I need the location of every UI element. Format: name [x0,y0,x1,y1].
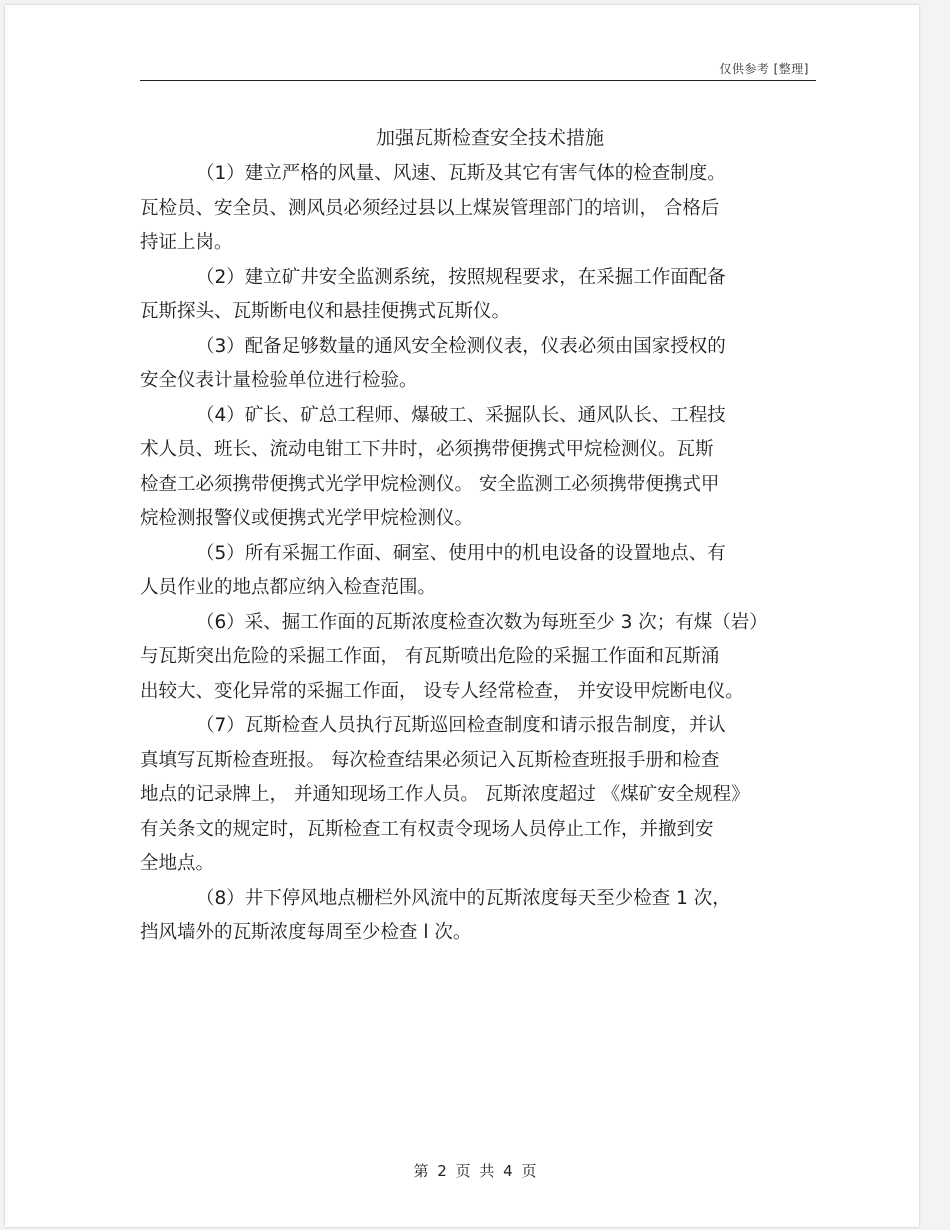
header-rule [140,80,816,81]
text-line: （3）配备足够数量的通风安全检测仪表，仪表必须由国家授权的 [196,335,726,357]
text-line: （4）矿长、矿总工程师、爆破工、采掘队长、通风队长、工程技 [196,404,726,426]
text-line: 全地点。 [140,853,215,874]
text-line: 真填写瓦斯检查班报。 每次检查结果必须记入瓦斯检查班报手册和检查 [140,749,720,771]
document-page [5,5,919,1227]
page-number-footer: 第 2 页 共 4 页 [413,1162,537,1180]
text-line: 地点的记录牌上， 并通知现场工作人员。 瓦斯浓度超过 《煤矿安全规程》 [140,784,750,805]
header-note: 仅供参考 [整理] [719,62,809,76]
text-line: 烷检测报警仪或便携式光学甲烷检测仪。 [140,508,474,529]
text-line: （5）所有采掘工作面、硐室、使用中的机电设备的设置地点、有 [196,542,726,564]
text-line: 出较大、变化异常的采掘工作面， 设专人经常检查， 并安设甲烷断电仪。 [140,680,744,702]
text-line: （1）建立严格的风量、风速、瓦斯及其它有害气体的检查制度。 [196,163,726,184]
text-line: 安全仪表计量检验单位进行检验。 [140,370,418,391]
text-line: （7）瓦斯检查人员执行瓦斯巡回检查制度和请示报告制度，并认 [196,715,726,736]
text-line: 有关条文的规定时，瓦斯检查工有权责令现场人员停止工作，并撤到安 [140,818,714,840]
text-line: 检查工必须携带便携式光学甲烷检测仪。 安全监测工必须携带便携式甲 [140,473,720,495]
text-line: （2）建立矿井安全监测系统，按照规程要求，在采掘工作面配备 [196,266,726,288]
text-line: 挡风墙外的瓦斯浓度每周至少检查 l 次。 [140,922,472,943]
text-line: （8）井下停风地点栅栏外风流中的瓦斯浓度每天至少检查 1 次， [196,887,731,909]
text-line: 人员作业的地点都应纳入检查范围。 [140,577,437,598]
document-title: 加强瓦斯检查安全技术措施 [375,127,604,149]
text-line: 持证上岗。 [140,232,233,253]
text-line: 瓦斯探头、瓦斯断电仪和悬挂便携式瓦斯仪。 [140,301,511,322]
text-line: 术人员、班长、流动电钳工下井时，必须携带便携式甲烷检测仪。瓦斯 [140,439,714,460]
text-line: 瓦检员、安全员、测风员必须经过县以上煤炭管理部门的培训， 合格后 [140,197,720,219]
text-line: 与瓦斯突出危险的采掘工作面， 有瓦斯喷出危险的采掘工作面和瓦斯涌 [140,646,720,667]
document-body [140,157,820,951]
text-line: （6）采、掘工作面的瓦斯浓度检查次数为每班至少 3 次；有煤（岩） [196,611,768,633]
